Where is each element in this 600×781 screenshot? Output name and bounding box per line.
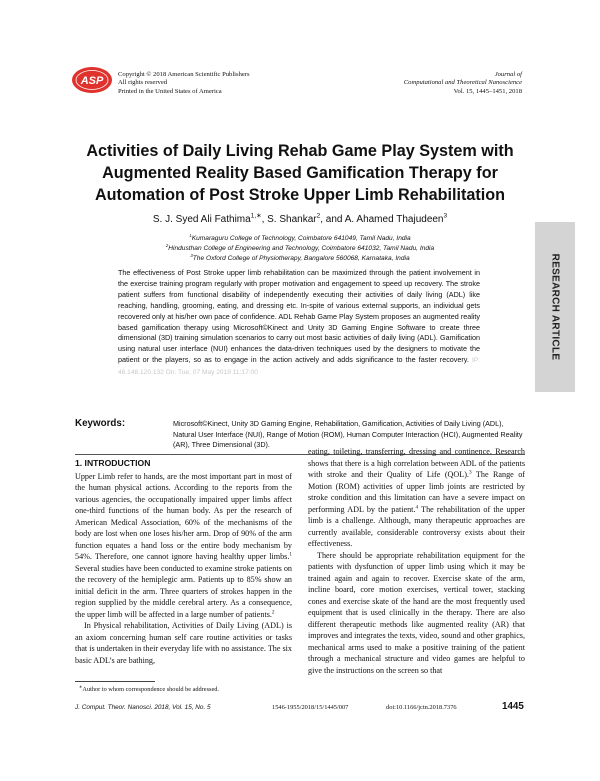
footer-issn: 1546-1955/2018/15/1445/007 (272, 704, 349, 711)
research-article-tab (535, 222, 575, 392)
paragraph: In Physical rehabilitation, Activities of Daily Living (ADL) is an axiom concerning human self care routine activities or tasks that is undertaken in their everyday life with no assistance. The six basic ADL’s are bathing, (75, 621, 292, 665)
page-number: 1445 (502, 701, 524, 712)
journal-line1: Journal of (494, 71, 522, 78)
abstract (118, 268, 480, 379)
affiliation-3: $^3$The Oxford College of Physiotherapy, Bangalore 560068, Karnataka, India (190, 252, 410, 262)
title-line-2: Augmented Reality Based Gamification Therapy for (102, 164, 498, 182)
paragraph: There should be appropriate rehabilitation equipment for the patients with dysfunction of upper limb using which it may be trained again and again to recover. Exercise skate of the arm, incline board, core motion exercises, vertical tower, stacking cones and exercise skate of the hand are the most frequently used equipment that is used clinically in the therapy. There are also different therapeutic methods like augmented reality (AR) that improves and integrates the texts, video, sound and other graphics, mechanical arms used to make a positive training of the patient through a mechanical structure and video games are helpful to give the instructions on the screen so that (308, 550, 525, 675)
footnote: ∗Author to whom correspondence should be addressed. (79, 683, 219, 693)
author-2-sup: 2 (316, 212, 321, 220)
paragraph: eating, toileting, transferring, dressing and continence. Research shows that there is a high correlation between ADL of the patients with stroke and their Quality of Life (QOL).$^3$ The Range of Motion (ROM) activities of upper limb joints are restricted by stroke condition and this limitation can have a severe impact on performing ADL by the patient.$^4$ The rehabilitation of the upper limb is a challenge. Although, many therapeutic approaches are currently available, considerable controversy exists about their effectiveness. (308, 447, 526, 548)
title-line-1: Activities of Daily Living Rehab Game Play System with (86, 142, 514, 160)
author-3-sup: 3 (443, 212, 448, 220)
footer-doi: doi:10.1166/jctn.2018.7376 (386, 704, 457, 711)
author-2: S. Shankar (267, 214, 317, 225)
printed-line: Printed in the United States of America (118, 87, 222, 95)
copyright-block (118, 71, 250, 96)
footnote-rule (75, 681, 155, 682)
keywords-label: Keywords: (75, 418, 126, 429)
volume-line: Vol. 15, 1445–1451, 2018 (453, 87, 522, 95)
research-article-label: RESEARCH ARTICLE (549, 253, 561, 361)
author-list: S. J. Syed Ali Fathima$^{1,∗}$, S. Shankar$^2$, and A. Ahamed Thajudeen$^3$ (152, 212, 448, 225)
ip-watermark: IP: 46.148.120.132 On: Tue, 07 May 2019 11:17:00 (118, 357, 481, 377)
rights-line: All rights reserved (118, 79, 168, 87)
logo-text: ASP (80, 75, 104, 87)
author-1: S. J. Syed Ali Fathima (152, 214, 251, 225)
title-line-3: Automation of Post Stroke Upper Limb Rehabilitation (94, 186, 506, 204)
abstract-text: The effectiveness of Post Stroke upper limb rehabilitation can be maximized through the patient involvement in the exercise training program regularly with proper motivation and engagement to speed up recovery. The stroke patient suffers from functional disability of independently executing their activities of daily living (ADL) like reaching, handling, grooming, eating, and dressing etc. In-spite of various external supports, an individual gets recovered only at his/her own pace of confidence. ADL Rehab Game Play System proposes an augmented reality based gamification therapy using Microsoft©Kinect and Unity 3D Gaming Engine Software to create three dimensional (3D) training simulation scenarios to carry out most basic activities of daily living (ADL). Gamification using natural user interface (NUI) enhances the data-driven techniques used by the designers to motivate the patient or the players, so as to engage in the action actively and adds significance to the faster recovery. (118, 268, 480, 365)
paragraph: Upper Limb refer to hands, are the most important part in most of the human physical actions. According to the reports from the various agencies, the occupationally impaired upper limbs affect one-third functions of the human body. As per the research of American Medical Association, 60% of the mechanisms of the body are lost when one loses his/her arm. Drop of 90% of the arm function equates a hand loss or the entire body mechanism by 54%. Therefore, one cannot ignore having healthy upper limbs.$^1$ Several studies have been conducted to examine stroke patients on the recovery of the hemiplegic arm. Patients up to 85% show an initial deficit in the arm. Three quarters of strokes happen in the region supplied by the middle cerebral artery. As a consequence, the upper limb will be affected in a large number of patients.$^2$ (75, 471, 292, 619)
keywords-text: Microsoft©Kinect, Unity 3D Gaming Engine, Rehabilitation, Gamification, Activities of Daily Living (ADL), Natural User Interface (NUI), Range of Motion (ROM), Human Computer Interaction (HCI), Augmented Reality (AR), Three Dimensional (3D). (173, 419, 523, 449)
asp-logo (71, 66, 113, 94)
body-left-column (75, 458, 292, 666)
affiliation-1: $^1$Kumaraguru College of Technology, Coimbatore 641049, Tamil Nadu, India (189, 232, 411, 242)
affiliation-2: $^2$Hindusthan College of Engineering and Technology, Coimbatore 641032, Tamil Nadu, India (165, 242, 435, 252)
section-heading: 1. INTRODUCTION (75, 458, 151, 468)
author-3: A. Ahamed Thajudeen (344, 214, 444, 225)
journal-line2: Computational and Theoretical Nanoscience (403, 79, 522, 87)
body-right-column (308, 446, 525, 676)
author-1-sup: 1,∗ (250, 212, 262, 220)
footer-journal: J. Comput. Theor. Nanosci. 2018, Vol. 15, No. 5 (75, 704, 211, 711)
article-title (40, 140, 560, 206)
copyright-line: Copyright © 2018 American Scientific Publishers (118, 71, 250, 78)
affiliations (80, 234, 520, 264)
journal-block (404, 71, 522, 96)
